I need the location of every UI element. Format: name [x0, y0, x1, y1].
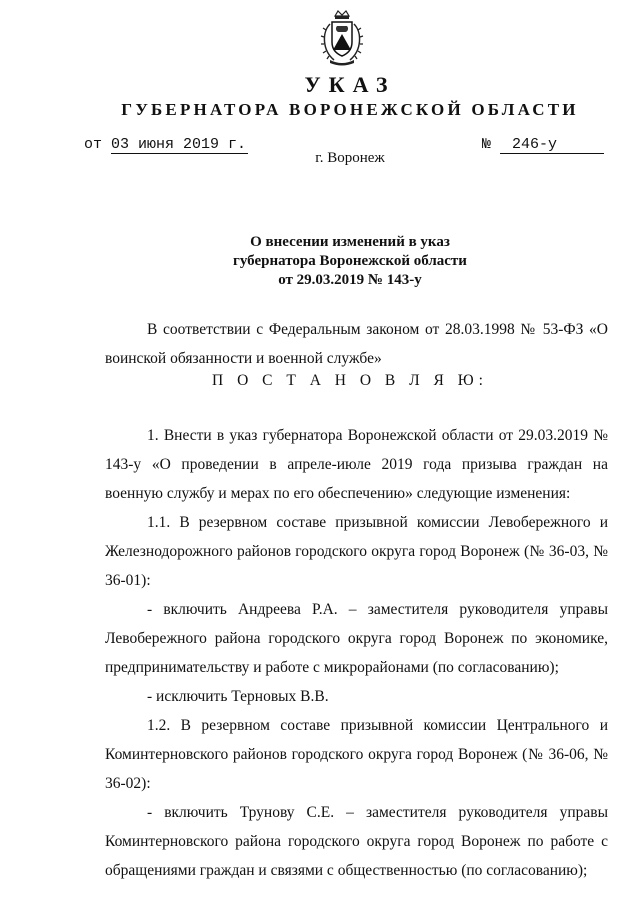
number-prefix: №	[482, 136, 492, 153]
decree-word: П О С Т А Н О В Л Я Ю:	[212, 372, 488, 389]
number-value: 246-у	[500, 136, 604, 154]
subject-line: О внесении изменений в указ	[250, 234, 450, 250]
body-paragraph: - включить Андреева Р.А. – заместителя руководителя управы Левобережного района городского округа город Воронеж по экономике, предпринимательству и работе с микрорайонами (по согласованию);	[105, 601, 608, 676]
body-paragraph: 1.2. В резервном составе призывной комиссии Центрального и Коминтерновского районов городского округа город Воронеж (№ 36-06, № 36-02):	[105, 717, 608, 792]
subject-line: губернатора Воронежской области	[233, 253, 467, 269]
issuing-authority: ГУБЕРНАТОРА ВОРОНЕЖСКОЙ ОБЛАСТИ	[121, 100, 579, 119]
city-name: г. Воронеж	[315, 150, 385, 166]
body-paragraph: 1. Внести в указ губернатора Воронежской области от 29.03.2019 № 143-у «О проведении в апреле-июле 2019 года призыва граждан на военную службу и мерах по его обеспечению» следующие изменения:	[105, 427, 608, 502]
body-paragraph: - исключить Терновых В.В.	[147, 688, 329, 705]
document-body	[105, 421, 608, 885]
preamble-block	[105, 315, 608, 373]
subject-line: от 29.03.2019 № 143-у	[278, 272, 422, 288]
date-prefix: от	[84, 136, 103, 153]
date-value: 03 июня 2019 г.	[111, 136, 247, 153]
document-type-title: УКАЗ	[304, 72, 396, 97]
coat-of-arms-emblem	[318, 10, 366, 68]
preamble-text: В соответствии с Федеральным законом от 28.03.1998 № 53-ФЗ «О воинской обязанности и военной службе»	[105, 321, 608, 367]
body-paragraph: - включить Трунову С.Е. – заместителя руководителя управы Коминтерновского района городского округа город Воронеж по работе с обращениями граждан и связями с общественностью (по согласованию);	[105, 804, 608, 879]
document-subject	[0, 233, 640, 290]
body-paragraph: 1.1. В резервном составе призывной комиссии Левобережного и Железнодорожного районов городского округа город Воронеж (№ 36-03, № 36-01):	[105, 514, 608, 589]
